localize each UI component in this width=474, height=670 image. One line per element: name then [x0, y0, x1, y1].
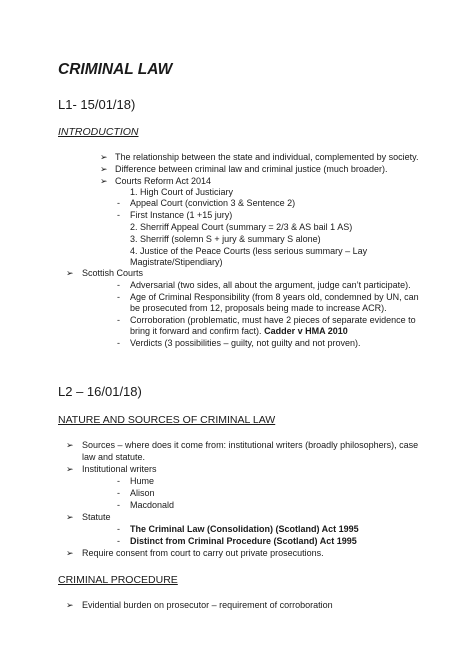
statute-act-2: Distinct from Criminal Procedure (Scotland) Act 1995	[130, 536, 357, 546]
arrow-bullet-icon: ➢	[66, 512, 74, 522]
arrow-bullet-icon: ➢	[66, 600, 74, 610]
consent-item: Require consent from court to carry out private prosecutions.	[82, 548, 324, 558]
dash-bullet: -	[117, 476, 120, 486]
scottish-courts-item: Scottish Courts	[82, 268, 144, 278]
court-item-6: 4. Justice of the Peace Courts (less serious summary – Lay	[130, 246, 368, 256]
introduction-heading: INTRODUCTION	[58, 126, 139, 138]
scottish-item-3-cont	[130, 326, 348, 337]
court-item-4: 2. Sherriff Appeal Court (summary = 2/3 & AS bail 1 AS)	[130, 222, 353, 232]
dash-bullet: -	[117, 280, 120, 290]
writer-hume: Hume	[130, 476, 155, 486]
dash-bullet: -	[117, 210, 120, 220]
scottish-item-2: Age of Criminal Responsibility (from 8 years old, condemned by UN, can	[130, 292, 419, 302]
dash-bullet: -	[117, 536, 120, 546]
writer-alison: Alison	[130, 488, 155, 498]
procedure-item: Evidential burden on prosecutor – requirement of corroboration	[82, 600, 333, 610]
statute-act-1: The Criminal Law (Consolidation) (Scotland) Act 1995	[130, 524, 359, 534]
lecture-1-heading: L1- 15/01/18)	[58, 97, 136, 112]
court-item-2: Appeal Court (conviction 3 & Sentence 2)	[130, 198, 296, 208]
dash-bullet: -	[117, 488, 120, 498]
arrow-bullet-icon: ➢	[100, 164, 108, 174]
dash-bullet: -	[117, 524, 120, 534]
court-item-3: First Instance (1 +15 jury)	[130, 210, 233, 220]
arrow-bullet-icon: ➢	[100, 176, 108, 186]
scottish-item-1: Adversarial (two sides, all about the argument, judge can’t participate).	[130, 280, 411, 290]
sources-item-cont: law and statute.	[82, 452, 146, 462]
arrow-bullet-icon: ➢	[66, 268, 74, 278]
intro-item-3: Courts Reform Act 2014	[115, 176, 212, 186]
dash-bullet: -	[117, 315, 120, 325]
corroboration-text: bring it forward and confirm fact).	[130, 326, 262, 336]
dash-bullet: -	[117, 500, 120, 510]
scottish-item-2-cont: be prosecuted from 12, proposals being made to increase ACR).	[130, 303, 387, 313]
intro-item-1: The relationship between the state and individual, complemented by society.	[115, 152, 419, 162]
court-item-5: 3. Sherriff (solemn S + jury & summary S alone)	[130, 234, 321, 244]
arrow-bullet-icon: ➢	[66, 548, 74, 558]
arrow-bullet-icon: ➢	[100, 152, 108, 162]
dash-bullet: -	[117, 338, 120, 348]
intro-item-2: Difference between criminal law and criminal justice (much broader).	[115, 164, 388, 174]
writer-macdonald: Macdonald	[130, 500, 175, 510]
nature-sources-heading: NATURE AND SOURCES OF CRIMINAL LAW	[58, 414, 276, 426]
institutional-writers-item: Institutional writers	[82, 464, 157, 474]
document-title: CRIMINAL LAW	[58, 61, 173, 78]
court-item-1: 1. High Court of Justiciary	[130, 187, 234, 197]
criminal-procedure-heading: CRIMINAL PROCEDURE	[58, 574, 178, 586]
arrow-bullet-icon: ➢	[66, 464, 74, 474]
sources-item: Sources – where does it come from: institutional writers (broadly philosophers), case	[82, 440, 419, 450]
arrow-bullet-icon: ➢	[66, 440, 74, 450]
dash-bullet: -	[117, 292, 120, 302]
scottish-item-4: Verdicts (3 possibilities – guilty, not guilty and not proven).	[130, 338, 361, 348]
court-item-7: Magistrate/Stipendiary)	[130, 257, 223, 267]
lecture-2-heading: L2 – 16/01/18)	[58, 384, 142, 399]
scottish-item-3: Corroboration (problematic, must have 2 pieces of separate evidence to	[130, 315, 416, 325]
dash-bullet: -	[117, 198, 120, 208]
case-citation: Cadder v HMA 2010	[264, 326, 348, 336]
statute-item: Statute	[82, 512, 111, 522]
